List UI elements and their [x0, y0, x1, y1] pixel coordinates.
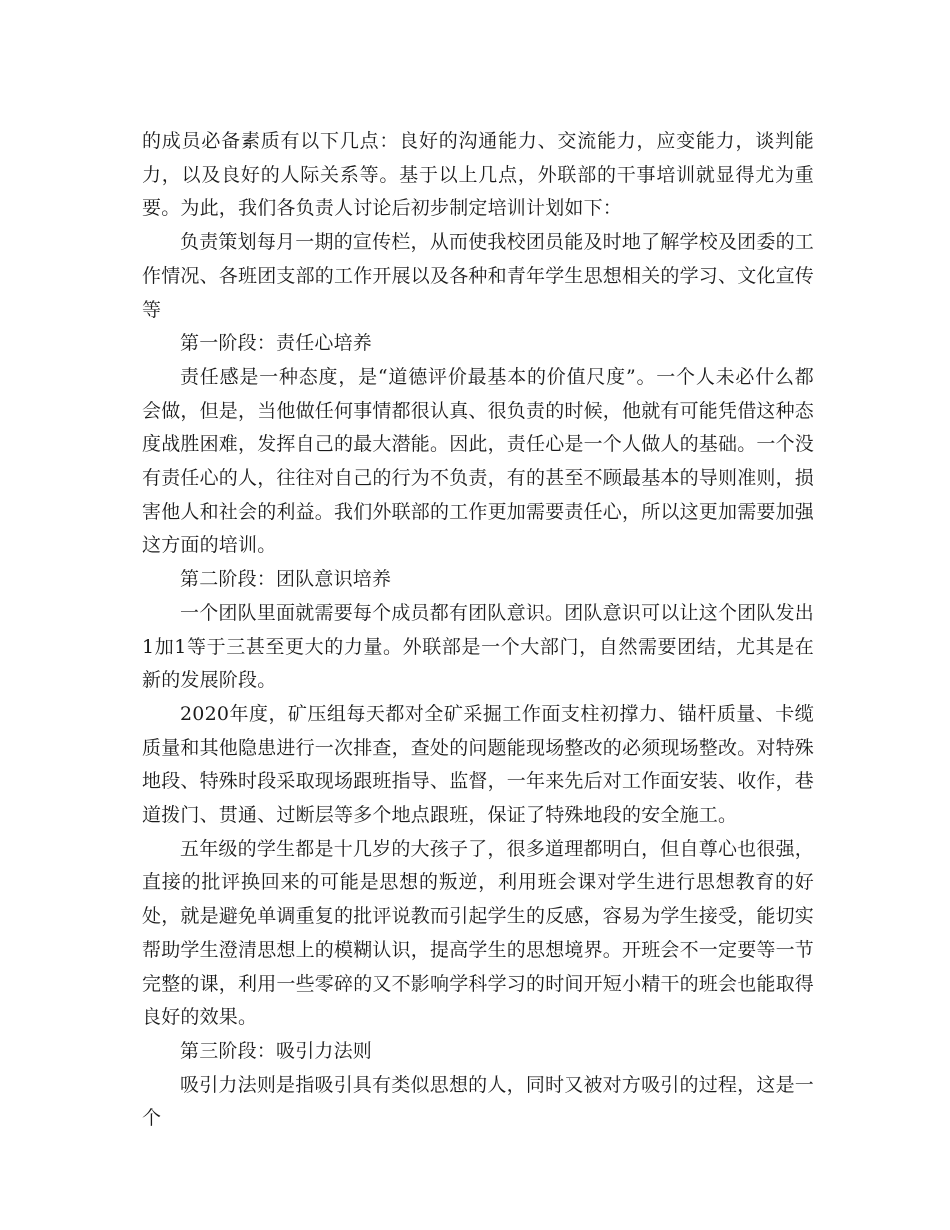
paragraph: 责任感是一种态度，是“道德评价最基本的价值尺度”。一个人未必什么都会做，但是，当他做任何事情都很认真、很负责的时候，他就有可能凭借这种态度战胜困难，发挥自己的最大潜能。因此，责任心是一个人做人的基础。一个没有责任心的人，往往对自己的行为不负责，有的甚至不顾最基本的导则准则，损害他人和社会的利益。我们外联部的工作更加需要责任心，所以这更加需要加强这方面的培训。	[142, 365, 815, 557]
paragraph: 2020年度，矿压组每天都对全矿采掘工作面支柱初撑力、锚杆质量、卡缆质量和其他隐患进行一次排查，查处的问题能现场整改的必须现场整改。对特殊地段、特殊时段采取现场跟班指导、监督，一年来先后对工作面安装、收作，巷道拨门、贯通、过断层等多个地点跟班，保证了特殊地段的安全施工。	[142, 702, 815, 827]
paragraph: 五年级的学生都是十几岁的大孩子了，很多道理都明白，但自尊心也很强，直接的批评换回来的可能是思想的叛逆，利用班会课对学生进行思想教育的好处，就是避免单调重复的批评说教而引起学生的反感，容易为学生接受，能切实帮助学生澄清思想上的模糊认识，提高学生的思想境界。开班会不一定要等一节完整的课，利用一些零碎的又不影响学科学习的时间开短小精干的班会也能取得良好的效果。	[142, 837, 815, 1029]
section-heading: 第一阶段：责任心培养	[180, 332, 373, 355]
document-body	[142, 125, 814, 1136]
paragraph: 的成员必备素质有以下几点：良好的沟通能力、交流能力，应变能力，谈判能力，以及良好的人际关系等。基于以上几点，外联部的干事培训就显得尤为重要。为此，我们各负责人讨论后初步制定培训计划如下：	[142, 130, 814, 220]
paragraph: 吸引力法则是指吸引具有类似思想的人，同时又被对方吸引的过程，这是一个	[142, 1073, 814, 1130]
section-heading: 第二阶段：团队意识培养	[180, 568, 392, 591]
paragraph: 一个团队里面就需要每个成员都有团队意识。团队意识可以让这个团队发出1加1等于三甚至更大的力量。外联部是一个大部门，自然需要团结，尤其是在新的发展阶段。	[142, 601, 814, 692]
paragraph: 负责策划每月一期的宣传栏，从而使我校团员能及时地了解学校及团委的工作情况、各班团支部的工作开展以及各种和青年学生思想相关的学习、文化宣传等	[142, 231, 815, 321]
section-heading: 第三阶段：吸引力法则	[180, 1039, 373, 1062]
